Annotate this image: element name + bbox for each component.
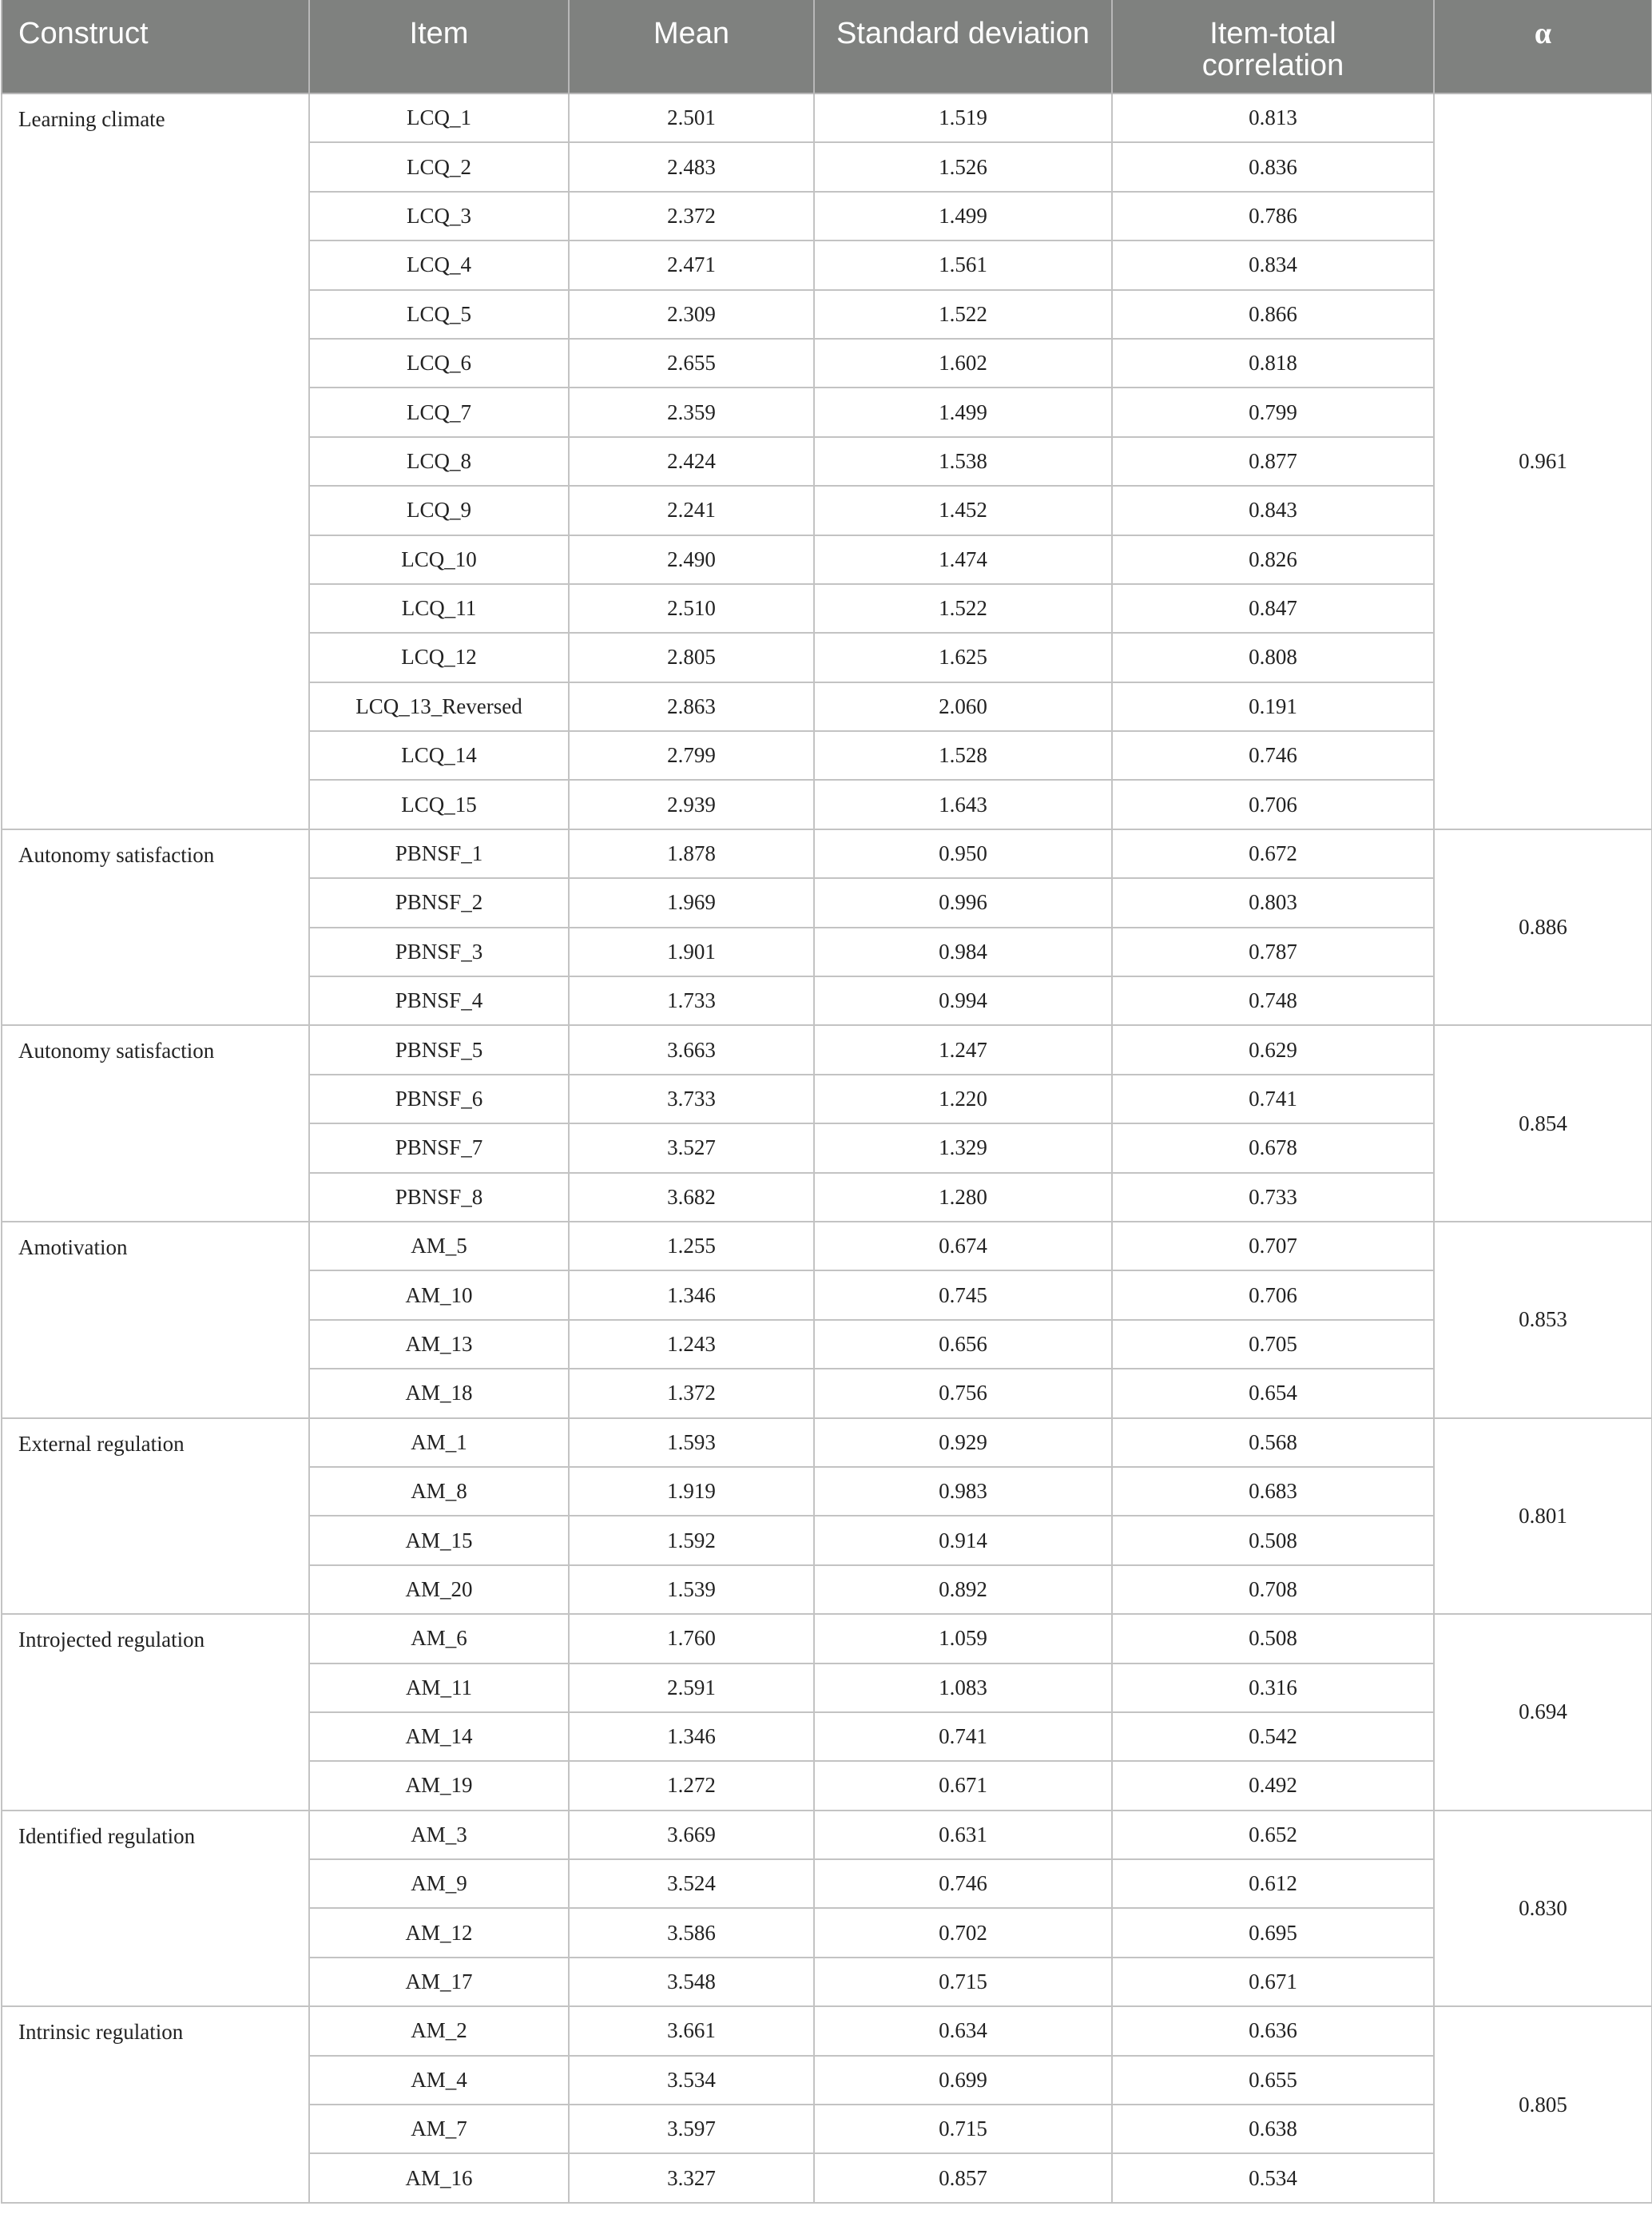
item-total-correlation-cell: 0.733 [1112,1173,1434,1222]
sd-cell: 1.519 [814,93,1112,142]
alpha-cell: 0.801 [1434,1418,1652,1615]
table-row [2,1418,1652,1467]
mean-cell: 2.471 [569,240,814,289]
item-cell: LCQ_3 [309,192,569,240]
mean-cell: 3.733 [569,1075,814,1123]
item-cell: AM_2 [309,2006,569,2055]
sd-cell: 1.083 [814,1664,1112,1712]
mean-cell: 1.592 [569,1516,814,1564]
sd-cell: 0.741 [814,1712,1112,1761]
item-cell: LCQ_2 [309,142,569,191]
item-total-correlation-cell: 0.508 [1112,1614,1434,1663]
header-row [2,0,1652,93]
mean-cell: 3.682 [569,1173,814,1222]
item-cell: LCQ_5 [309,290,569,339]
sd-cell: 0.756 [814,1369,1112,1417]
mean-cell: 2.863 [569,682,814,731]
item-total-correlation-cell: 0.741 [1112,1075,1434,1123]
item-cell: AM_11 [309,1664,569,1712]
item-cell: AM_5 [309,1222,569,1270]
mean-cell: 2.241 [569,486,814,535]
mean-cell: 1.733 [569,976,814,1025]
item-cell: PBNSF_1 [309,829,569,878]
item-cell: AM_18 [309,1369,569,1417]
sd-cell: 0.671 [814,1761,1112,1810]
sd-cell: 2.060 [814,682,1112,731]
item-cell: AM_4 [309,2056,569,2105]
sd-cell: 1.602 [814,339,1112,388]
mean-cell: 1.760 [569,1614,814,1663]
item-total-correlation-cell: 0.612 [1112,1859,1434,1908]
mean-cell: 2.483 [569,142,814,191]
item-cell: PBNSF_8 [309,1173,569,1222]
alpha-cell: 0.961 [1434,93,1652,829]
item-cell: LCQ_11 [309,584,569,633]
item-total-correlation-cell: 0.799 [1112,388,1434,436]
mean-cell: 1.346 [569,1270,814,1319]
mean-cell: 2.805 [569,633,814,682]
item-total-correlation-cell: 0.655 [1112,2056,1434,2105]
header-item: Item [309,0,569,93]
alpha-cell: 0.886 [1434,829,1652,1026]
sd-cell: 0.994 [814,976,1112,1025]
sd-cell: 0.983 [814,1467,1112,1516]
item-cell: AM_15 [309,1516,569,1564]
sd-cell: 0.914 [814,1516,1112,1564]
item-cell: AM_14 [309,1712,569,1761]
mean-cell: 2.501 [569,93,814,142]
item-total-correlation-cell: 0.808 [1112,633,1434,682]
item-total-correlation-cell: 0.746 [1112,731,1434,780]
item-cell: LCQ_10 [309,535,569,584]
sd-cell: 0.996 [814,878,1112,927]
mean-cell: 3.661 [569,2006,814,2055]
item-cell: PBNSF_6 [309,1075,569,1123]
item-cell: AM_9 [309,1859,569,1908]
item-total-correlation-cell: 0.813 [1112,93,1434,142]
sd-cell: 1.522 [814,290,1112,339]
mean-cell: 2.655 [569,339,814,388]
item-cell: LCQ_12 [309,633,569,682]
item-total-correlation-cell: 0.568 [1112,1418,1434,1467]
item-cell: AM_16 [309,2153,569,2202]
sd-cell: 1.526 [814,142,1112,191]
mean-cell: 1.272 [569,1761,814,1810]
mean-cell: 3.527 [569,1123,814,1172]
mean-cell: 2.309 [569,290,814,339]
item-total-correlation-cell: 0.654 [1112,1369,1434,1417]
mean-cell: 2.490 [569,535,814,584]
mean-cell: 1.901 [569,928,814,976]
mean-cell: 3.534 [569,2056,814,2105]
mean-cell: 1.919 [569,1467,814,1516]
item-cell: AM_6 [309,1614,569,1663]
sd-cell: 0.702 [814,1908,1112,1957]
table-row [2,829,1652,878]
alpha-cell: 0.854 [1434,1025,1652,1222]
mean-cell: 3.663 [569,1025,814,1074]
item-cell: LCQ_7 [309,388,569,436]
item-total-correlation-cell: 0.866 [1112,290,1434,339]
sd-cell: 0.892 [814,1565,1112,1614]
mean-cell: 1.346 [569,1712,814,1761]
mean-cell: 2.424 [569,437,814,486]
item-cell: LCQ_15 [309,780,569,829]
mean-cell: 3.327 [569,2153,814,2202]
sd-cell: 0.631 [814,1811,1112,1859]
mean-cell: 2.359 [569,388,814,436]
table-row [2,2006,1652,2055]
table-header [2,0,1652,93]
alpha-cell: 0.830 [1434,1811,1652,2007]
mean-cell: 1.539 [569,1565,814,1614]
item-cell: LCQ_4 [309,240,569,289]
sd-cell: 0.674 [814,1222,1112,1270]
item-total-correlation-cell: 0.695 [1112,1908,1434,1957]
sd-cell: 0.699 [814,2056,1112,2105]
item-cell: PBNSF_2 [309,878,569,927]
sd-cell: 1.643 [814,780,1112,829]
item-total-correlation-cell: 0.843 [1112,486,1434,535]
item-cell: AM_8 [309,1467,569,1516]
header-item-total-correlation [1112,0,1434,93]
mean-cell: 2.799 [569,731,814,780]
table-row [2,93,1652,142]
item-total-correlation-cell: 0.542 [1112,1712,1434,1761]
mean-cell: 1.255 [569,1222,814,1270]
construct-cell: Identified regulation [2,1811,309,2007]
item-total-correlation-cell: 0.706 [1112,1270,1434,1319]
mean-cell: 1.878 [569,829,814,878]
item-total-correlation-cell: 0.672 [1112,829,1434,878]
mean-cell: 2.372 [569,192,814,240]
table-row [2,1222,1652,1270]
mean-cell: 1.593 [569,1418,814,1467]
item-total-correlation-cell: 0.877 [1112,437,1434,486]
header-mean: Mean [569,0,814,93]
alpha-cell: 0.853 [1434,1222,1652,1418]
construct-cell: Autonomy satisfaction [2,829,309,1026]
construct-cell: Autonomy satisfaction [2,1025,309,1222]
item-cell: LCQ_1 [309,93,569,142]
item-total-correlation-cell: 0.671 [1112,1958,1434,2006]
sd-cell: 1.452 [814,486,1112,535]
item-cell: AM_17 [309,1958,569,2006]
sd-cell: 1.220 [814,1075,1112,1123]
item-cell: AM_13 [309,1320,569,1369]
item-total-correlation-cell: 0.748 [1112,976,1434,1025]
sd-cell: 1.538 [814,437,1112,486]
item-total-correlation-cell: 0.191 [1112,682,1434,731]
mean-cell: 2.939 [569,780,814,829]
item-cell: PBNSF_5 [309,1025,569,1074]
header-construct: Construct [2,0,309,93]
mean-cell: 3.597 [569,2105,814,2153]
table-body [2,93,1652,2203]
construct-cell: Learning climate [2,93,309,829]
item-cell: PBNSF_7 [309,1123,569,1172]
item-total-correlation-cell: 0.787 [1112,928,1434,976]
item-total-correlation-cell: 0.803 [1112,878,1434,927]
item-cell: AM_10 [309,1270,569,1319]
construct-cell: Intrinsic regulation [2,2006,309,2203]
table-row [2,1025,1652,1074]
sd-cell: 1.499 [814,192,1112,240]
item-total-correlation-cell: 0.316 [1112,1664,1434,1712]
item-total-correlation-cell: 0.678 [1112,1123,1434,1172]
construct-cell: Amotivation [2,1222,309,1418]
item-cell: AM_12 [309,1908,569,1957]
item-cell: AM_1 [309,1418,569,1467]
item-total-correlation-cell: 0.706 [1112,780,1434,829]
item-total-correlation-cell: 0.638 [1112,2105,1434,2153]
table-row [2,1614,1652,1663]
sd-cell: 0.746 [814,1859,1112,1908]
sd-cell: 0.929 [814,1418,1112,1467]
item-cell: AM_7 [309,2105,569,2153]
mean-cell: 3.586 [569,1908,814,1957]
sd-cell: 1.522 [814,584,1112,633]
item-cell: PBNSF_3 [309,928,569,976]
header-itc-line2: correlation [1201,49,1344,82]
item-cell: LCQ_13_Reversed [309,682,569,731]
sd-cell: 1.329 [814,1123,1112,1172]
item-cell: AM_19 [309,1761,569,1810]
item-total-correlation-cell: 0.683 [1112,1467,1434,1516]
item-cell: LCQ_9 [309,486,569,535]
reliability-table [1,0,1652,2204]
mean-cell: 3.548 [569,1958,814,2006]
item-cell: LCQ_6 [309,339,569,388]
sd-cell: 0.715 [814,2105,1112,2153]
sd-cell: 0.634 [814,2006,1112,2055]
mean-cell: 3.669 [569,1811,814,1859]
sd-cell: 0.984 [814,928,1112,976]
sd-cell: 1.625 [814,633,1112,682]
sd-cell: 1.528 [814,731,1112,780]
sd-cell: 0.745 [814,1270,1112,1319]
header-alpha: α [1434,0,1652,93]
sd-cell: 0.715 [814,1958,1112,2006]
item-cell: LCQ_14 [309,731,569,780]
item-total-correlation-cell: 0.492 [1112,1761,1434,1810]
item-total-correlation-cell: 0.708 [1112,1565,1434,1614]
mean-cell: 3.524 [569,1859,814,1908]
item-total-correlation-cell: 0.629 [1112,1025,1434,1074]
alpha-cell: 0.694 [1434,1614,1652,1811]
mean-cell: 2.591 [569,1664,814,1712]
header-itc-line1: Item-total [1209,17,1336,50]
sd-cell: 1.059 [814,1614,1112,1663]
item-total-correlation-cell: 0.652 [1112,1811,1434,1859]
item-cell: AM_20 [309,1565,569,1614]
mean-cell: 1.243 [569,1320,814,1369]
item-cell: PBNSF_4 [309,976,569,1025]
item-total-correlation-cell: 0.818 [1112,339,1434,388]
mean-cell: 1.969 [569,878,814,927]
sd-cell: 0.656 [814,1320,1112,1369]
sd-cell: 1.474 [814,535,1112,584]
header-standard-deviation: Standard deviation [814,0,1112,93]
item-total-correlation-cell: 0.508 [1112,1516,1434,1564]
item-total-correlation-cell: 0.705 [1112,1320,1434,1369]
item-cell: AM_3 [309,1811,569,1859]
item-total-correlation-cell: 0.707 [1112,1222,1434,1270]
sd-cell: 0.950 [814,829,1112,878]
item-total-correlation-cell: 0.834 [1112,240,1434,289]
construct-cell: Introjected regulation [2,1614,309,1811]
item-total-correlation-cell: 0.847 [1112,584,1434,633]
sd-cell: 1.561 [814,240,1112,289]
mean-cell: 1.372 [569,1369,814,1417]
construct-cell: External regulation [2,1418,309,1615]
item-total-correlation-cell: 0.786 [1112,192,1434,240]
sd-cell: 1.499 [814,388,1112,436]
sd-cell: 1.247 [814,1025,1112,1074]
table-row [2,1811,1652,1859]
item-cell: LCQ_8 [309,437,569,486]
sd-cell: 0.857 [814,2153,1112,2202]
sd-cell: 1.280 [814,1173,1112,1222]
item-total-correlation-cell: 0.636 [1112,2006,1434,2055]
mean-cell: 2.510 [569,584,814,633]
item-total-correlation-cell: 0.826 [1112,535,1434,584]
item-total-correlation-cell: 0.534 [1112,2153,1434,2202]
item-total-correlation-cell: 0.836 [1112,142,1434,191]
alpha-cell: 0.805 [1434,2006,1652,2203]
